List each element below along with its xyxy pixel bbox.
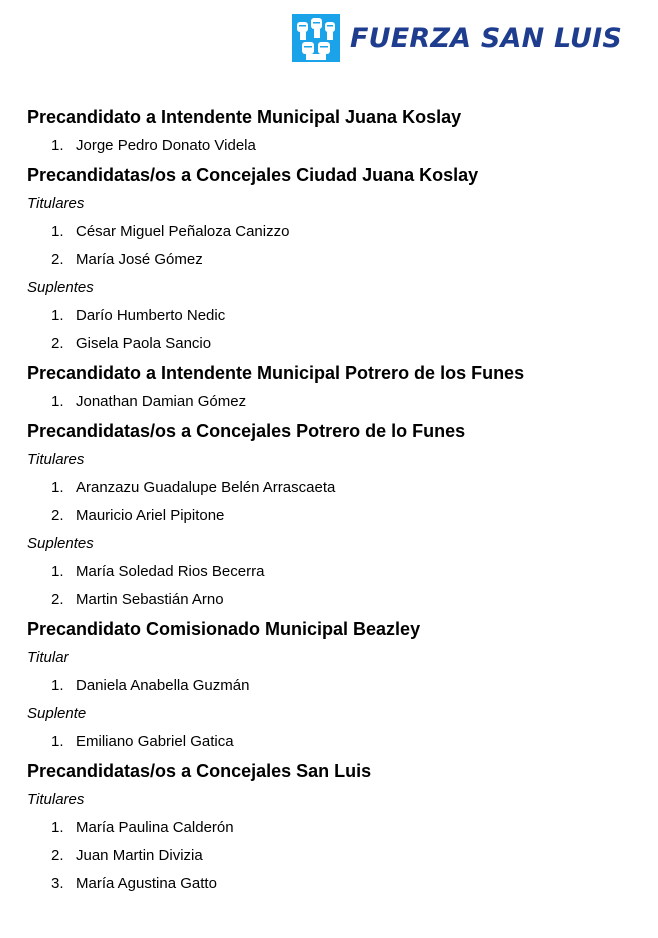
list-item	[27, 330, 648, 358]
list-number: 1.	[51, 479, 64, 496]
section-title: Precandidato a Intendente Municipal Juana Koslay	[27, 107, 462, 127]
list-item	[27, 218, 648, 246]
list-number: 3.	[51, 875, 64, 892]
list-number: 2.	[51, 251, 64, 268]
group-label: Titulares	[27, 451, 85, 468]
candidate-name: Gisela Paola Sancio	[76, 335, 212, 352]
list-item	[27, 388, 648, 416]
candidate-name: Martin Sebastián Arno	[76, 591, 224, 608]
list-item	[27, 586, 648, 614]
list-number: 2.	[51, 591, 64, 608]
candidate-ordered-list	[27, 558, 648, 614]
candidate-ordered-list	[27, 728, 648, 756]
list-number: 2.	[51, 335, 64, 352]
candidate-ordered-list	[27, 474, 648, 530]
section-title: Precandidato Comisionado Municipal Beazley	[27, 619, 421, 639]
group-label: Suplentes	[27, 535, 94, 552]
list-item	[27, 728, 648, 756]
section-title: Precandidato a Intendente Municipal Potrero de los Funes	[27, 363, 525, 383]
list-number: 1.	[51, 677, 64, 694]
candidate-ordered-list	[27, 302, 648, 358]
list-number: 1.	[51, 733, 64, 750]
candidate-ordered-list	[27, 814, 648, 898]
group-label: Titulares	[27, 195, 85, 212]
list-number: 1.	[51, 137, 64, 154]
group-label: Suplentes	[27, 279, 94, 296]
list-item	[27, 474, 648, 502]
list-number: 2.	[51, 847, 64, 864]
section-title: Precandidatas/os a Concejales San Luis	[27, 761, 372, 781]
list-number: 1.	[51, 307, 64, 324]
candidate-name: Mauricio Ariel Pipitone	[76, 507, 225, 524]
group-label: Suplente	[27, 705, 87, 722]
candidate-name: María José Gómez	[76, 251, 203, 268]
candidate-ordered-list	[27, 388, 648, 416]
raised-fists-icon	[292, 14, 340, 62]
candidate-name: Juan Martin Divizia	[76, 847, 203, 864]
list-item	[27, 672, 648, 700]
list-number: 1.	[51, 223, 64, 240]
candidate-name: Darío Humberto Nedic	[76, 307, 226, 324]
list-number: 2.	[51, 507, 64, 524]
candidate-name: César Miguel Peñaloza Canizzo	[76, 223, 290, 240]
candidate-name: Jonathan Damian Gómez	[76, 393, 247, 410]
list-item	[27, 842, 648, 870]
list-number: 1.	[51, 393, 64, 410]
list-item	[27, 814, 648, 842]
list-item	[27, 502, 648, 530]
list-number: 1.	[51, 563, 64, 580]
list-item	[27, 558, 648, 586]
candidate-list	[27, 102, 648, 898]
candidate-name: Emiliano Gabriel Gatica	[76, 733, 234, 750]
list-item	[27, 132, 648, 160]
list-item	[27, 870, 648, 898]
candidate-name: María Soledad Rios Becerra	[76, 563, 265, 580]
candidate-ordered-list	[27, 132, 648, 160]
candidate-ordered-list	[27, 672, 648, 700]
section-title: Precandidatas/os a Concejales Ciudad Juana Koslay	[27, 165, 479, 185]
candidate-ordered-list	[27, 218, 648, 274]
group-label: Titular	[27, 649, 69, 666]
list-item	[27, 246, 648, 274]
candidate-name: Aranzazu Guadalupe Belén Arrascaeta	[76, 479, 336, 496]
list-item	[27, 302, 648, 330]
candidate-name: María Paulina Calderón	[76, 819, 234, 836]
candidate-name: María Agustina Gatto	[76, 875, 217, 892]
list-number: 1.	[51, 819, 64, 836]
candidate-name: Daniela Anabella Guzmán	[76, 677, 250, 694]
group-label: Titulares	[27, 791, 85, 808]
party-logo	[292, 13, 622, 63]
section-title: Precandidatas/os a Concejales Potrero de lo Funes	[27, 421, 466, 441]
party-name: FUERZA SAN LUIS	[350, 22, 622, 54]
candidate-name: Jorge Pedro Donato Videla	[76, 137, 256, 154]
